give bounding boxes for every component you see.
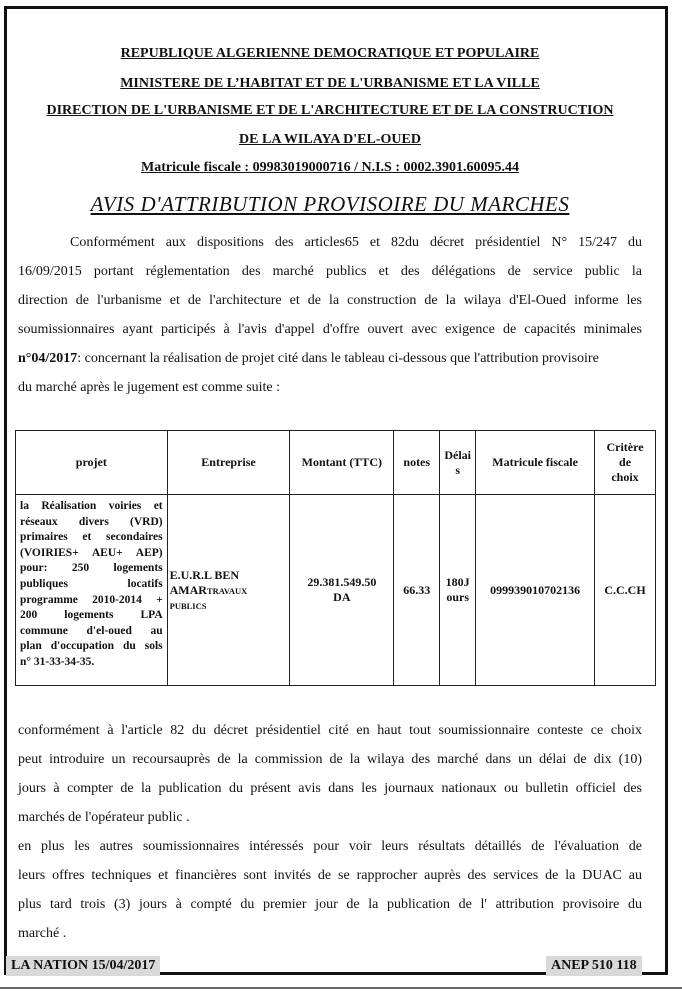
cell-delais xyxy=(440,495,476,686)
col-header-matricule: Matricule fiscale xyxy=(476,431,595,495)
intro-line: du marché après le jugement est comme suite : xyxy=(18,380,281,395)
entreprise-suffix: PUBLICS xyxy=(169,600,207,611)
table-header-row xyxy=(16,431,656,495)
closing-line: leurs offres techniques et financières sont invités de se rapprocher auprès des services de la DUAC au xyxy=(18,868,642,883)
header-ministry: MINISTERE DE L’HABITAT ET DE L'URBANISME ET LA VILLE xyxy=(120,76,540,91)
intro-line xyxy=(18,344,642,373)
closing-line: marché . xyxy=(18,926,67,941)
table-row xyxy=(16,495,656,686)
critere-header-part: de xyxy=(619,455,632,469)
col-header-projet: projet xyxy=(16,431,168,495)
projet-line: la Réalisation voiries et xyxy=(20,500,163,512)
intro-line: 16/09/2015 portant réglementation des marché publics et des délégations de service public la xyxy=(18,264,642,279)
intro-line-text: : concernant la réalisation de projet cité dans le tableau ci-dessous que l'attribution provisoire xyxy=(77,351,599,366)
entreprise-suffix: TRAVAUX xyxy=(206,585,248,596)
header-wilaya: DE LA WILAYA D'EL-OUED xyxy=(239,132,421,147)
projet-line: n° 31-33-34-35. xyxy=(20,655,95,668)
cell-entreprise xyxy=(167,495,290,686)
cell-notes: 66.33 xyxy=(394,495,440,686)
cell-matricule: 099939010702136 xyxy=(476,495,595,686)
footer-publication: LA NATION 15/04/2017 xyxy=(6,956,160,976)
montant-currency: DA xyxy=(333,590,351,604)
projet-line: publiques locatifs xyxy=(20,577,163,590)
delais-header-part: Délai xyxy=(444,447,471,462)
closing-line: en plus les autres soumissionnaires intéressés pour voir leurs résultats détaillés de l'évaluation de xyxy=(18,839,642,854)
delais-value: 180J xyxy=(445,575,470,589)
entreprise-line: E.U.R.L BEN xyxy=(169,567,239,582)
bottom-rule xyxy=(0,987,682,989)
col-header-notes: notes xyxy=(394,431,440,495)
entreprise-line: AMAR xyxy=(169,582,207,597)
closing-line: conformément à l'article 82 du décret présidentiel cité en haut tout soumissionnaire conteste ce choix xyxy=(18,723,642,738)
cell-projet xyxy=(16,495,168,686)
attribution-table xyxy=(15,430,656,686)
cell-montant xyxy=(290,495,394,686)
col-header-delais xyxy=(440,431,476,495)
delais-value: ours xyxy=(446,590,469,604)
delais-header-part: s xyxy=(455,462,460,477)
closing-paragraph xyxy=(18,716,642,948)
closing-line: peut introduire un recoursauprès de la commission de la wilaya des marché dans un délai de dix (10) xyxy=(18,752,642,767)
projet-line: primaires et secondaires xyxy=(20,531,163,544)
intro-paragraph xyxy=(18,228,642,402)
montant-value: 29.381.549.50 xyxy=(307,575,377,589)
projet-line: 200 logements LPA xyxy=(20,609,163,622)
intro-line: Conformément aux dispositions des articles65 et 82du décret présidentiel N° 15/247 du xyxy=(70,235,642,250)
projet-line: programme 2010-2014 + xyxy=(20,593,163,606)
critere-header-part: Critère xyxy=(606,440,644,454)
footer-anep-ref: ANEP 510 118 xyxy=(546,956,642,976)
col-header-critere xyxy=(595,431,656,495)
intro-line: soumissionnaires ayant participés à l'avis d'appel d'offre ouvert avec exigence de capacités minimales xyxy=(18,322,642,337)
projet-line: plan d'occupation du sols xyxy=(20,640,163,653)
header-fiscal: Matricule fiscale : 09983019000716 / N.I.S : 0002.3901.60095.44 xyxy=(141,160,519,175)
header-direction: DIRECTION DE L'URBANISME ET DE L'ARCHITECTURE ET DE LA CONSTRUCTION xyxy=(46,103,614,118)
col-header-montant: Montant (TTC) xyxy=(290,431,394,495)
intro-line: direction de l'urbanisme et de l'architecture et de la construction de la wilaya d'El-Oued informe les xyxy=(18,293,642,308)
critere-header-part: choix xyxy=(611,470,639,484)
projet-line: pour: 250 logements xyxy=(20,562,163,575)
cell-critere: C.C.CH xyxy=(595,495,656,686)
projet-line: (VOIRIES+ AEU+ AEP) xyxy=(20,546,163,559)
col-header-entreprise: Entreprise xyxy=(167,431,290,495)
projet-line: commune d'el-oued au xyxy=(20,624,163,637)
closing-line: plus tard trois (3) jours à compté du premier jour de la publication de l' attribution provisoire du xyxy=(18,897,642,912)
projet-line: réseaux divers (VRD) xyxy=(20,515,163,528)
notice-title: AVIS D'ATTRIBUTION PROVISOIRE DU MARCHES xyxy=(90,192,570,216)
avis-number: n°04/2017 xyxy=(18,351,78,366)
closing-line: jours à compter de la publication du présent avis dans les journaux nationaux ou bulletin officiel des xyxy=(18,781,642,796)
closing-line: marchés de l'opérateur public . xyxy=(18,810,190,825)
header-republic: REPUBLIQUE ALGERIENNE DEMOCRATIQUE ET POPULAIRE xyxy=(120,46,540,61)
